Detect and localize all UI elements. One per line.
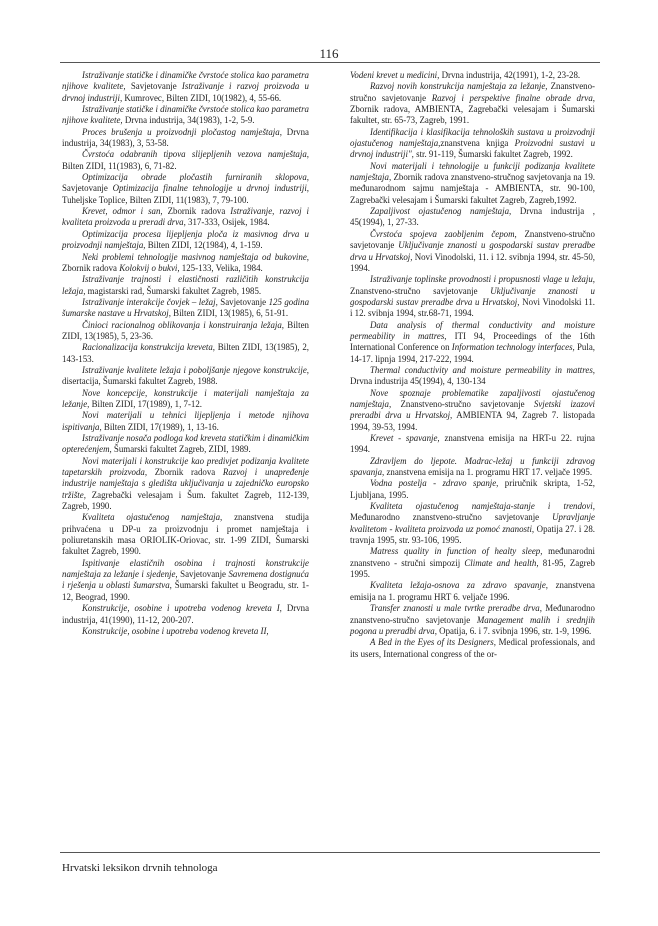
right-column [350, 70, 595, 660]
entry-title: Konstrukcije, osobine i upotreba vodenog kreveta I, [82, 603, 282, 614]
entry-title: Krevet, odmor i san, [82, 206, 163, 217]
entry-details: Drvna industrija 45(1994), 4, 130-134 [350, 376, 486, 387]
bibliography-entry [62, 252, 309, 275]
bibliography-entry [350, 81, 595, 126]
entry-details: ITI 94, Proceedings of the 16th International Conference on [350, 330, 595, 353]
bibliography-entry [62, 342, 309, 365]
bibliography-entry [62, 149, 309, 172]
bibliography-entry [62, 456, 309, 513]
bibliography-entry [350, 456, 595, 479]
bibliography-entry [62, 320, 309, 343]
header-divider [60, 62, 600, 63]
entry-details: Šumarski fakultet u Beogradu, str. 1-12, Beograd, 1990. [62, 580, 309, 602]
entry-title: Upravljanje kvalitetom - kvaliteta proizvoda uz pomoć znanosti, [350, 512, 595, 534]
entry-title: Istraživanje statičke i dinamičke čvrstoće stolica kao parametra njihove kvalitete, [62, 70, 309, 92]
entry-title: Novi materijali i tehnologije u funkciji podizanja kvalitete namještaja, [350, 160, 595, 183]
entry-details: Savjetovanje [177, 569, 229, 580]
entry-title: Nove koncepcije, konstrukcije i materijali namještaja za ležanje, [62, 387, 309, 409]
entry-details: Opatija, 6. i 7. svibnja 1996, str. 1-9, 1996. [436, 625, 592, 636]
entry-title: Istraživanje, razvoj i kvaliteta proizvoda u preradi drva, [62, 206, 309, 228]
entry-title: Data analysis of thermal conductivity and moisture permeability in mattres, [350, 319, 595, 341]
entry-details: Međunarodno znanstveno-stručno savjetovanje [350, 603, 595, 625]
entry-details: znanstvena emisija na 1. programu HRT 6. veljače 1996. [350, 580, 595, 602]
entry-title: Ispitivanje elastičnih osobina i trajnosti konstrukcije namještaja za ležanje i sjedenje, [62, 557, 309, 580]
entry-details: priručnik skripta, 1-52, Ljubljana, 1995. [350, 478, 595, 500]
bibliography-entry [350, 580, 595, 603]
entry-title: Proizvodni sustavi u drvnoj industriji", [350, 138, 596, 160]
bibliography-entry [62, 558, 309, 603]
entry-title: Proces brušenja u proizvodnji pločastog namještaja, [82, 126, 282, 137]
entry-details: Drvna industrija, 41(1990), 11-12, 200-207. [62, 603, 310, 625]
left-column [62, 70, 309, 637]
entry-details: Zagrebački velesajam i Šum. fakultet Zagreb, 112-139, Zagreb, 1990. [62, 489, 309, 512]
entry-details: Bilten ZIDI, 13(1985), 6, 51-91. [170, 308, 289, 319]
entry-title: Čvrstoća odabranih tipova slijepljenih vezova namještaja, [82, 149, 309, 160]
entry-title: Razvoj i unapređenje industrije namještaja s gledišta uključivanja u zajedničko europsko tržište, [62, 467, 309, 500]
entry-details: Zbornik radova [162, 206, 231, 217]
bibliography-entry [350, 127, 595, 161]
bibliography-entry [62, 297, 309, 320]
entry-details: 125-133, Velika, 1984. [179, 262, 263, 273]
entry-details: Znanstveno-stručno savjetovanje [350, 285, 491, 296]
entry-title: Kvaliteta ojastučenog namještaja-stanje i trendovi, [370, 501, 595, 512]
entry-details: magistarski rad, Šumarski fakultet Zagreb, 1985. [85, 285, 262, 296]
entry-title: Information technology interfaces, [451, 342, 575, 353]
entry-title: Management malih i srednjih pogona u preradbi drva, [350, 614, 595, 636]
entry-details: Medical professionals, and its users, International congress of the or- [350, 637, 595, 659]
bibliography-entry [350, 70, 595, 81]
entry-details: Zbornik radova znanstveno-stručnog savjetovanja na 19. međunarodnom sajmu namještaja - AMBIENTA, str. 90-100, Zagrebački velesajam i Šumarski fakultet Zagreb, Zagreb,1992. [350, 172, 595, 205]
bibliography-entry [62, 274, 309, 297]
entry-details: Zbornik radova [147, 467, 223, 478]
entry-details: Bilten ZIDI, 17(1989), 1, 7-12. [89, 398, 203, 409]
entry-details: Znanstveno-stručno savjetovanje [350, 228, 595, 251]
bibliography-entry [350, 229, 595, 274]
footer-divider [60, 852, 600, 853]
entry-details: Savjetovanje [62, 183, 113, 194]
entry-title: 125 godina šumarske nastave u Hrvatskoj, [62, 296, 310, 319]
entry-details: Drvna industrija, 34(1983), 3, 53-58. [62, 126, 309, 149]
entry-title: Konstrukcije, osobine i upotreba vodenog kreveta II, [82, 625, 269, 636]
entry-title: Razvoj i perspektive finalne obrade drva, [431, 92, 595, 103]
entry-title: Istraživanje statičke i dinamičke čvrstoće stolica kao parametra njihove kvalitete, [62, 104, 309, 126]
bibliography-entry [62, 127, 309, 150]
entry-title: Novi materijali u tehnici lijepljenja i metode njihova ispitivanja, [62, 410, 309, 432]
entry-details: Novi Vinodolski 11. i 12. svibnja 1994, str.68-71, 1994. [350, 296, 595, 319]
bibliography-entry [62, 410, 309, 433]
bibliography-entry [350, 478, 595, 501]
bibliography-entry [350, 320, 595, 365]
bibliography-entry [62, 626, 309, 637]
entry-title: Istraživanje i razvoj proizvoda u drvnoj industriji, [62, 81, 309, 103]
bibliography-entry [350, 433, 595, 456]
bibliography-entry [350, 388, 595, 433]
bibliography-entry [62, 512, 309, 557]
entry-details: Bilten ZIDI, 11(1983), 6, 71-82. [62, 160, 177, 171]
entry-details: Savjetovanje [217, 296, 269, 307]
bibliography-entry [62, 603, 309, 626]
entry-details: međunarodni znanstveno - stručni simpozij [350, 546, 595, 568]
entry-details: znanstvena emisija na 1. programu HRT 17. veljače 1995. [384, 467, 593, 478]
entry-details: Bilten ZIDI, 12(1984), 4, 1-159. [145, 240, 263, 251]
entry-title: Razvoj novih konstrukcija namještaja za ležanje, [370, 81, 548, 92]
entry-title: Kolokvij o bukvi, [119, 262, 180, 273]
bibliography-entry [350, 546, 595, 580]
bibliography-entry [350, 603, 595, 637]
entry-title: Istraživanje kvalitete ležaja i poboljšanje njegove konstrukcije, [82, 364, 309, 375]
bibliography-entry [62, 229, 309, 252]
entry-title: Istraživanje toplinske provodnosti i propusnosti vlage u ležaju, [370, 274, 595, 285]
entry-details: AMBIENTA 94, Zagreb 7. listopada 1994, 39-53, 1994. [350, 410, 595, 432]
entry-details: Bilten ZIDI, 13(1985), 5, 23-36. [62, 319, 309, 341]
entry-details: Bilten ZIDI, 17(1989), 1, 13-16. [101, 421, 219, 432]
page-number: 116 [319, 46, 339, 61]
bibliography-entry [350, 365, 595, 388]
entry-title: Climate and health, [464, 557, 539, 568]
entry-title: Krevet - spavanje, [370, 433, 440, 443]
entry-title: Svjetski izazovi preradbi drva u Hrvatskoj, [350, 398, 595, 421]
entry-details: Šumarski fakultet Zagreb, ZIDI, 1989. [111, 444, 251, 455]
footer-text: Hrvatski leksikon drvnih tehnologa [62, 862, 218, 874]
entry-details: znanstvena studija prihvaćena u DP-u za proizvodnju i promet namještaja i poliuretanskih masa ORIOLIK-Oriovac, str. 1-99 ZIDI, Šumarski fakultet Zagreb, 1990. [62, 512, 309, 557]
bibliography-entry [350, 274, 595, 319]
bibliography-entry [62, 172, 309, 206]
entry-title: Identifikacija i klasifikacija tehnoloških sustava u proizvodnji ojastučenog namještaja, [350, 126, 595, 149]
entry-title: Kvaliteta ojastučenog namještaja, [82, 512, 223, 523]
entry-details: disertacija, Šumarski fakultet Zagreb, 1988. [62, 376, 218, 387]
entry-title: Činioci racionalnog oblikovanja i konstruiranja ležaja, [82, 319, 285, 330]
bibliography-entry [350, 161, 595, 206]
entry-details: Drvna industrija, 42(1991), 1-2, 23-28. [439, 70, 581, 80]
bibliography-entry [62, 206, 309, 229]
entry-title: Racionalizacija konstrukcija kreveta, [82, 342, 216, 353]
entry-title: Vodna postelja - zdravo spanje, [370, 478, 499, 489]
bibliography-entry [350, 501, 595, 546]
entry-title: Uključivanje znanosti u gospodarski sustav preradbe drva u Hrvatskoj, [350, 240, 596, 262]
entry-title: Optimizacija finalne tehnologije u drvnoj industriji, [112, 183, 310, 194]
entry-title: Istraživanje nosača podloga kod kreveta statičkim i dinamičkim opterećenjem, [62, 433, 309, 455]
entry-details: Kumrovec, Bilten ZIDI, 10(1982), 4, 55-66. [122, 92, 282, 103]
entry-details: str. 91-119, Šumarski fakultet Zagreb, 1992. [413, 149, 573, 160]
entry-title: Thermal conductivity and moisture permeability in mattres, [370, 364, 595, 375]
entry-title: Novi materijali i konstrukcije kao predivjet podizanja kvalitete tapetarskih proizvoda, [62, 455, 309, 478]
entry-title: Istraživanje trajnosti i elastičnosti različitih konstrukcija ležaja, [62, 274, 309, 296]
entry-title: Transfer znanosti u male tvrtke preradbe drva, [370, 603, 542, 614]
bibliography-entry [62, 388, 309, 411]
entry-title: Savremena dostignuća i rješenja u oblasti šumarstva, [62, 569, 309, 591]
bibliography-entry [62, 365, 309, 388]
entry-title: Zapaljivost ojastučenog namještaja, [370, 206, 512, 217]
entry-details: Opatija 27. i 28. travnja 1995, str. 93-106, 1995. [350, 523, 595, 546]
entry-details: 81-95, Zagreb 1995. [350, 557, 595, 580]
entry-details: Zbornik radova [62, 262, 120, 273]
entry-details: Savjetovanje [125, 81, 182, 92]
entry-title: Nove spoznaje problematike zapaljivosti ojastučenog namještaja, [350, 387, 595, 409]
entry-details: Znanstveno-stručno savjetovanje [350, 81, 595, 103]
entry-details: Drvna industrija , 45(1994), 1, 27-33. [350, 206, 596, 228]
entry-title: Optimizacija procesa lijepljenja ploča iz masivnog drva u proizvodnji namještaja, [62, 228, 309, 251]
bibliography-entry [350, 637, 595, 660]
entry-title: Optimizacija obrade pločastih furniranih sklopova, [82, 172, 309, 183]
entry-details: znanstvena knjiga [440, 138, 515, 149]
entry-title: Kvaliteta ležaja-osnova za zdravo spavanje, [370, 580, 548, 591]
entry-details: Međunarodno znanstveno-stručno savjetovanje [350, 512, 553, 523]
bibliography-entry [62, 70, 309, 104]
entry-title: A Bed in the Eyes of its Designers, [370, 637, 496, 648]
bibliography-entry [350, 206, 595, 229]
entry-details: Zbornik radova, AMBIENTA, Zagrebački velesajam i Šumarski fakultet, str. 65-73, Zagreb, 1991. [350, 104, 595, 126]
entry-details: Pula, 14-17. lipnja 1994, 217-222, 1994. [350, 342, 595, 364]
bibliography-entry [62, 104, 309, 127]
entry-details: Znanstveno-stručno savjetovanje [391, 398, 534, 409]
entry-details: Novi Vinodolski, 11. i 12. svibnja 1994, str. 45-50, 1994. [350, 251, 595, 273]
entry-details: Tuheljske Toplice, Bilten ZIDI, 11(1983), 7, 79-100. [62, 194, 249, 205]
entry-title: Zdravljem do ljepote. Madrac-ležaj u funkciji zdravog spavanja, [350, 455, 595, 478]
entry-title: Istraživanje interakcije čovjek – ležaj, [82, 296, 218, 307]
entry-details: znanstvena emisija na HRT-u 22. rujna 1994. [350, 433, 595, 455]
entry-details: 317-333, Osijek, 1984. [185, 217, 270, 228]
entry-title: Vodeni krevet u medicini, [350, 70, 440, 80]
entry-title: Čvrstoća spojeva zaobljenim čepom, [370, 228, 517, 239]
entry-title: Neki problemi tehnologije masivnog namještaja od bukovine, [82, 251, 309, 262]
entry-details: Drvna industrija, 34(1983), 1-2, 5-9. [122, 115, 255, 126]
entry-title: Matress quality in function of healty sleep, [370, 546, 543, 557]
entry-details: Bilten ZIDI, 13(1985), 2, 143-153. [62, 342, 309, 364]
entry-title: Uključivanje znanosti u gospodarski sustav preradbe drva u Hrvatskoj, [350, 285, 595, 307]
bibliography-entry [62, 433, 309, 456]
